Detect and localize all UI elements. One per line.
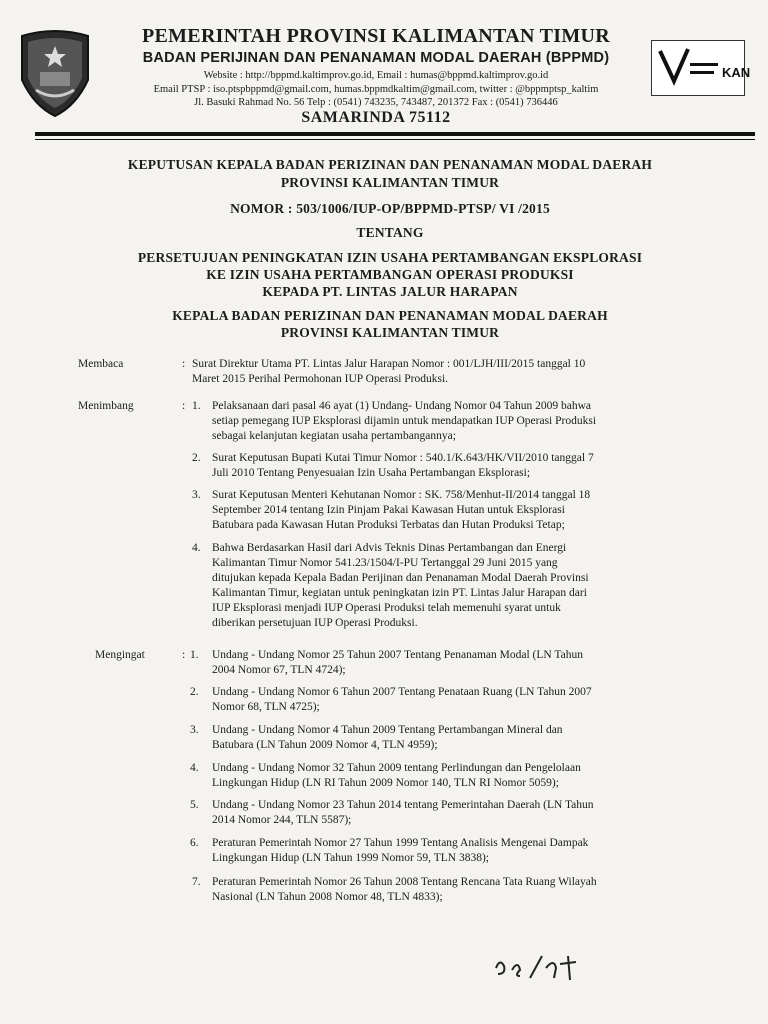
mengingat-num-2: 2. <box>190 686 199 698</box>
mengingat-item-3 <box>212 723 692 753</box>
list-line: Batubara (LN Tahun 2009 Nomor 4, TLN 4959); <box>212 739 438 751</box>
list-line: Bahwa Berdasarkan Hasil dari Advis Teknis Dinas Pertambangan dan Energi <box>212 542 567 554</box>
letterhead-divider-thick <box>35 132 755 136</box>
mengingat-item-1 <box>212 648 692 678</box>
mengingat-num-6: 6. <box>190 837 199 849</box>
contact-website: Website : http://bppmd.kaltimprov.go.id, Email : humas@bppmd.kaltimprov.go.id <box>203 70 549 81</box>
list-line: Undang - Undang Nomor 32 Tahun 2009 tentang Perlindungan dan Pengelolaan <box>212 762 581 774</box>
list-line: Nasional (LN Tahun 2008 Nomor 48, TLN 4833); <box>212 891 443 903</box>
list-line: Pelaksanaan dari pasal 46 ayat (1) Undang- Undang Nomor 04 Tahun 2009 bahwa <box>212 400 592 412</box>
mengingat-num-4: 4. <box>190 762 199 774</box>
menimbang-item-3 <box>212 488 692 533</box>
decree-title-1: KEPUTUSAN KEPALA BADAN PERIZINAN DAN PENANAMAN MODAL DAERAH <box>127 157 653 172</box>
menimbang-num-2: 2. <box>192 452 201 464</box>
mengingat-num-3: 3. <box>190 724 199 736</box>
mengingat-item-4 <box>212 761 692 791</box>
menimbang-num-1: 1. <box>192 400 201 412</box>
menimbang-label: Menimbang <box>78 400 134 412</box>
list-line: 2004 Nomor 67, TLN 4724); <box>212 664 346 676</box>
list-line: Batubara pada Kawasan Hutan Produksi Terbatas dan Hutan Produksi Tetap; <box>212 519 565 531</box>
head-line-1: KEPALA BADAN PERIZINAN DAN PENANAMAN MODAL DAERAH <box>172 308 608 323</box>
list-line: Undang - Undang Nomor 4 Tahun 2009 Tentang Pertambangan Mineral dan <box>212 724 563 736</box>
decree-title-2: PROVINSI KALIMANTAN TIMUR <box>280 175 500 190</box>
mengingat-num-5: 5. <box>190 799 199 811</box>
list-line: Kalimantan Timur, kegiatan untuk peningkatan izin PT. Lintas Jalur Harapan dari <box>212 587 587 599</box>
membaca-label: Membaca <box>78 358 124 370</box>
list-line: setiap pemegang IUP Eksplorasi dijamin untuk mendapatkan IUP Operasi Produksi <box>212 415 597 427</box>
list-line: Lingkungan Hidup (LN RI Tahun 2009 Nomor 140, TLN RI Nomor 5059); <box>212 777 559 789</box>
mengingat-item-6 <box>212 836 692 866</box>
handwritten-paraf-signature <box>490 950 600 984</box>
list-line: Surat Keputusan Bupati Kutai Timur Nomor : 540.1/K.643/HK/VII/2010 tanggal 7 <box>212 452 594 464</box>
mengingat-num-1: 1. <box>190 649 199 661</box>
list-line: Undang - Undang Nomor 6 Tahun 2007 Tentang Penataan Ruang (LN Tahun 2007 <box>212 686 592 698</box>
list-line: September 2014 tentang Izin Pinjam Pakai Kawasan Hutan untuk Eksplorasi <box>212 504 565 516</box>
menimbang-item-2 <box>212 451 692 481</box>
subject-line-3: KEPADA PT. LINTAS JALUR HARAPAN <box>262 284 518 299</box>
head-line-2: PROVINSI KALIMANTAN TIMUR <box>280 325 500 340</box>
menimbang-colon: : <box>182 400 186 412</box>
list-line: Nomor 68, TLN 4725); <box>212 701 320 713</box>
list-line: 2014 Nomor 244, TLN 5587); <box>212 814 352 826</box>
mengingat-item-5 <box>212 798 692 828</box>
mengingat-item-7 <box>212 875 692 905</box>
menimbang-item-4 <box>212 541 692 631</box>
membaca-text <box>192 357 692 387</box>
menimbang-item-1 <box>212 399 692 444</box>
list-line: Surat Keputusan Menteri Kehutanan Nomor : SK. 758/Menhut-II/2014 tanggal 18 <box>212 489 591 501</box>
list-line: Kalimantan Timur Nomor 541.23/1504/I-PU Tertanggal 29 Juni 2015 yang <box>212 557 558 569</box>
provincial-emblem-logo <box>16 28 94 118</box>
list-line: Lingkungan Hidup (LN Tahun 1999 Nomor 59, TLN 3838); <box>212 852 489 864</box>
contact-address: Jl. Basuki Rahmad No. 56 Telp : (0541) 743235, 743487, 201372 Fax : (0541) 736446 <box>194 97 558 108</box>
decree-number: NOMOR : 503/1006/IUP-OP/BPPMD-PTSP/ VI /2015 <box>230 201 550 216</box>
agency-name: BADAN PERIJINAN DAN PENANAMAN MODAL DAERAH (BPPMD) <box>142 50 610 66</box>
contact-email: Email PTSP : iso.ptspbppmd@gmail.com, humas.bppmdkaltim@gmail.com, twitter : @bppmptsp_kaltim <box>153 84 599 95</box>
mengingat-num-7: 7. <box>192 876 201 888</box>
list-line: Undang - Undang Nomor 23 Tahun 2014 tentang Pemerintahan Daerah (LN Tahun <box>212 799 594 811</box>
government-name: PEMERINTAH PROVINSI KALIMANTAN TIMUR <box>141 25 611 47</box>
list-line: Juli 2010 Tentang Penyesuaian Izin Usaha Pertambangan Eksplorasi; <box>212 467 531 479</box>
cert-kan-text: KAN <box>722 65 751 80</box>
subject-line-2: KE IZIN USAHA PERTAMBANGAN OPERASI PRODUKSI <box>206 267 574 282</box>
list-line: Peraturan Pemerintah Nomor 26 Tahun 2008 Tentang Rencana Tata Ruang Wilayah <box>212 876 597 888</box>
mengingat-item-2 <box>212 685 692 715</box>
list-line: Undang - Undang Nomor 25 Tahun 2007 Tentang Penanaman Modal (LN Tahun <box>212 649 583 661</box>
membaca-line-1: Surat Direktur Utama PT. Lintas Jalur Harapan Nomor : 001/LJH/III/2015 tanggal 10 <box>192 358 586 370</box>
list-line: diberikan persetujuan IUP Operasi Produksi. <box>212 617 418 629</box>
about-label: TENTANG <box>356 225 424 240</box>
membaca-line-2: Maret 2015 Perihal Permohonan IUP Operasi Produksi. <box>192 373 449 385</box>
mengingat-label: Mengingat <box>95 649 145 661</box>
menimbang-num-3: 3. <box>192 489 201 501</box>
subject-line-1: PERSETUJUAN PENINGKATAN IZIN USAHA PERTAMBANGAN EKSPLORASI <box>137 250 643 265</box>
mengingat-colon: : <box>182 649 186 661</box>
membaca-colon: : <box>182 358 186 370</box>
iso-certification-badge <box>651 40 751 96</box>
city-postal: SAMARINDA 75112 <box>301 109 451 126</box>
menimbang-num-4: 4. <box>192 542 201 554</box>
list-line: IUP Eksplorasi menjadi IUP Operasi Produksi telah memenuhi syarat untuk <box>212 602 561 614</box>
letterhead-divider-thin <box>35 139 755 140</box>
list-line: ditujukan kepada Kepala Badan Perijinan dan Penanaman Modal Daerah Provinsi <box>212 572 589 584</box>
list-line: sebagai kelanjutan kegiatan usaha pertambangannya; <box>212 430 456 442</box>
list-line: Peraturan Pemerintah Nomor 27 Tahun 1999 Tentang Analisis Mengenai Dampak <box>212 837 589 849</box>
